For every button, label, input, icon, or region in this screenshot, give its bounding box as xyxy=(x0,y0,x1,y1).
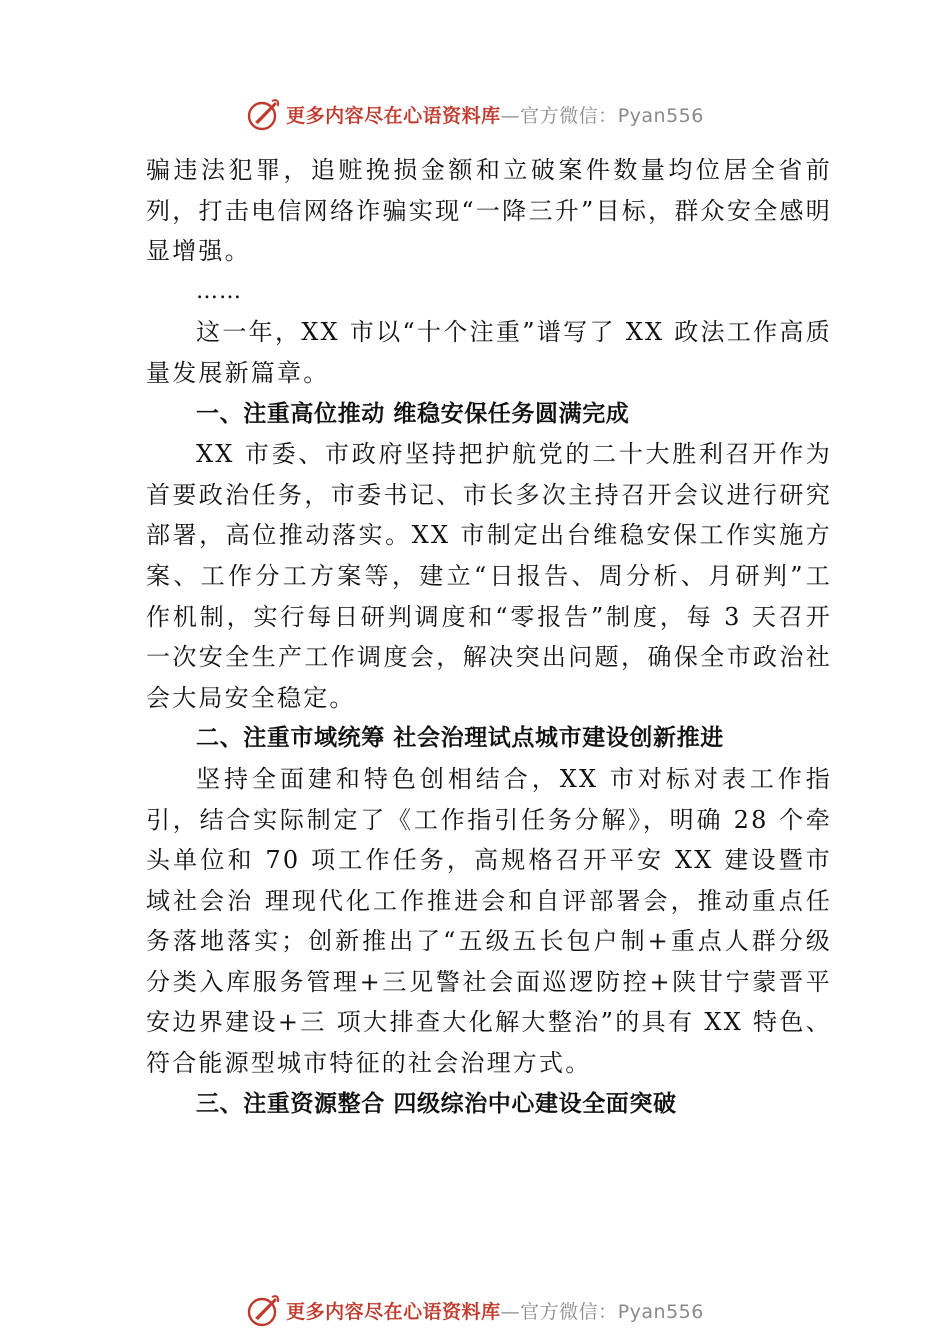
watermark-text: 更多内容尽在心语资料库—官方微信：Pyan556 xyxy=(286,1300,704,1323)
paragraph-section-2: 坚持全面建和特色创相结合，XX 市对标对表工作指引，结合实际制定了《工作指引任务分解》，明确 28 个牵头单位和 70 项工作任务，高规格召开平安 XX 建设暨市域社会治 理现代化工作推进会和自评部署会，推动重点任务落地落实；创新推出了“五级五长包户制+重点人群分级分类入库服务管理+三见警社会面巡逻防控+陕甘宁蒙晋平安边界建设+三 项大排查大化解大整治”的具有 XX 特色、符合能源型城市特征的社会治理方式。 xyxy=(146,764,832,1078)
footer-watermark xyxy=(0,1290,950,1330)
section-heading-2: 二、注重市域统筹 社会治理试点城市建设创新推进 xyxy=(196,725,724,752)
ellipsis: …… xyxy=(196,278,242,304)
paragraph-continued: 骗违法犯罪，追赃挽损金额和立破案件数量均位居全省前列，打击电信网络诈骗实现“一降三升”目标，群众安全感明显增强。 xyxy=(146,156,832,266)
quill-logo-icon xyxy=(246,96,282,132)
paragraph-section-1: XX 市委、市政府坚持把护航党的二十大胜利召开作为首要政治任务，市委书记、市长多次主持召开会议进行研究部署，高位推动落实。XX 市制定出台维稳安保工作实施方案、工作分工方案等，建立“日报告、周分析、月研判”工 作机制，实行每日研判调度和“零报告”制度，每 3 天召开一次安全生产工作调度会，解决突出问题，确保全市政治社会大局安全稳定。 xyxy=(146,440,832,712)
document-body xyxy=(146,150,832,1124)
quill-logo-icon xyxy=(246,1292,282,1328)
watermark-text: 更多内容尽在心语资料库—官方微信：Pyan556 xyxy=(286,104,704,127)
section-heading-1: 一、注重高位推动 维稳安保任务圆满完成 xyxy=(196,400,630,427)
paragraph-intro: 这一年，XX 市以“十个注重”谱写了 XX 政法工作高质量发展新篇章。 xyxy=(146,318,832,387)
section-heading-3: 三、注重资源整合 四级综治中心建设全面突破 xyxy=(196,1090,677,1117)
header-watermark xyxy=(0,94,950,134)
